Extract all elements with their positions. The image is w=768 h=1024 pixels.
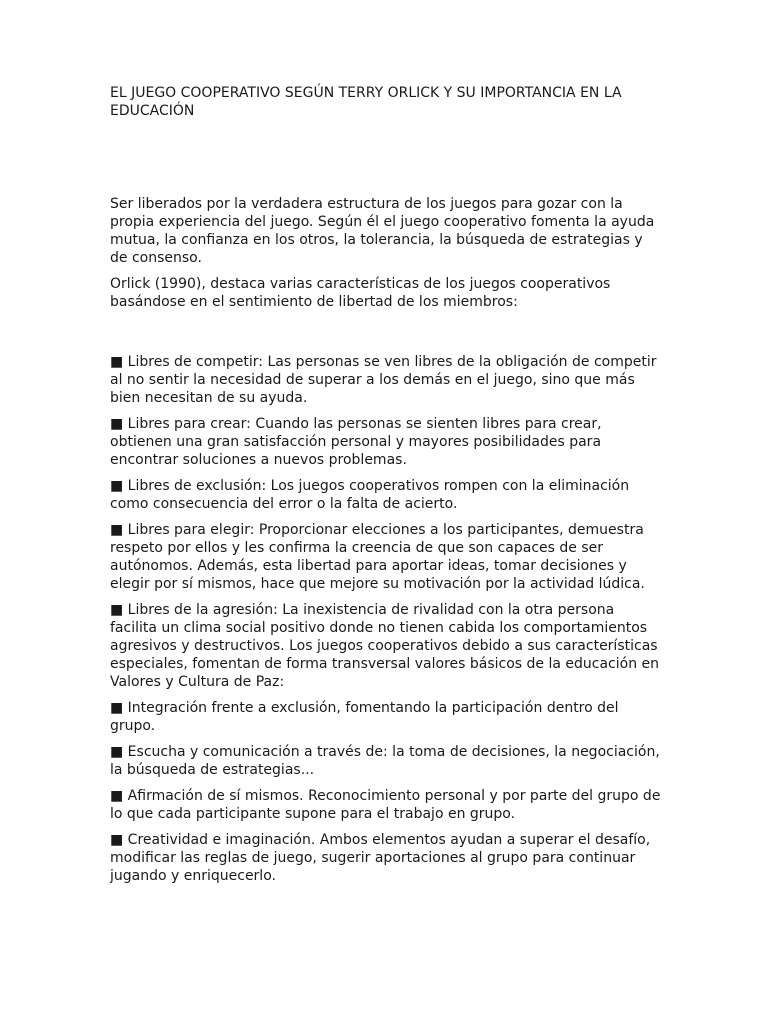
- document-page: [110, 84, 662, 885]
- document-title: EL JUEGO COOPERATIVO SEGÚN TERRY ORLICK Y SU IMPORTANCIA EN LA EDUCACIÓN: [110, 85, 622, 119]
- intro-paragraph: Ser liberados por la verdadera estructura de los juegos para gozar con la propia experiencia del juego. Según él el juego cooperativo fomenta la ayuda mutua, la confianza en los otros, la tolerancia, la búsqueda de estrategias y de consenso.: [110, 196, 655, 266]
- bullet-paragraph: ■ Libres para elegir: Proporcionar elecciones a los participantes, demuestra respeto por ellos y les confirma la creencia de que son capaces de ser autónomos. Además, esta libertad para aportar ideas, tomar decisiones y elegir por sí mismos, hace que mejore su motivación por la actividad lúdica.: [110, 522, 645, 592]
- bullet-paragraph: ■ Afirmación de sí mismos. Reconocimiento personal y por parte del grupo de lo que cada participante supone para el trabajo en grupo.: [110, 788, 661, 822]
- bullet-paragraph: ■ Escucha y comunicación a través de: la toma de decisiones, la negociación, la búsqueda de estrategias...: [110, 744, 660, 778]
- bullet-paragraph: ■ Libres para crear: Cuando las personas se sienten libres para crear, obtienen una gran satisfacción personal y mayores posibilidades para encontrar soluciones a nuevos problemas.: [110, 416, 602, 468]
- bullet-paragraph: ■ Creatividad e imaginación. Ambos elementos ayudan a superar el desafío, modificar las reglas de juego, sugerir aportaciones al grupo para continuar jugando y enriquecerlo.: [110, 832, 651, 884]
- bullet-paragraph: ■ Integración frente a exclusión, fomentando la participación dentro del grupo.: [110, 700, 619, 734]
- bullet-paragraph: ■ Libres de competir: Las personas se ven libres de la obligación de competir al no sentir la necesidad de superar a los demás en el juego, sino que más bien necesitan de su ayuda.: [110, 354, 657, 406]
- bullet-paragraph: ■ Libres de exclusión: Los juegos cooperativos rompen con la eliminación como consecuencia del error o la falta de acierto.: [110, 478, 630, 512]
- bullet-paragraph: ■ Libres de la agresión: La inexistencia de rivalidad con la otra persona facilita un clima social positivo donde no tienen cabida los comportamientos agresivos y destructivos. Los juegos cooperativos debido a sus características especiales, fomentan de forma transversal valores básicos de la educación en Valores y Cultura de Paz:: [110, 602, 660, 690]
- intro-paragraph: Orlick (1990), destaca varias características de los juegos cooperativos basándose en el sentimiento de libertad de los miembros:: [110, 276, 611, 310]
